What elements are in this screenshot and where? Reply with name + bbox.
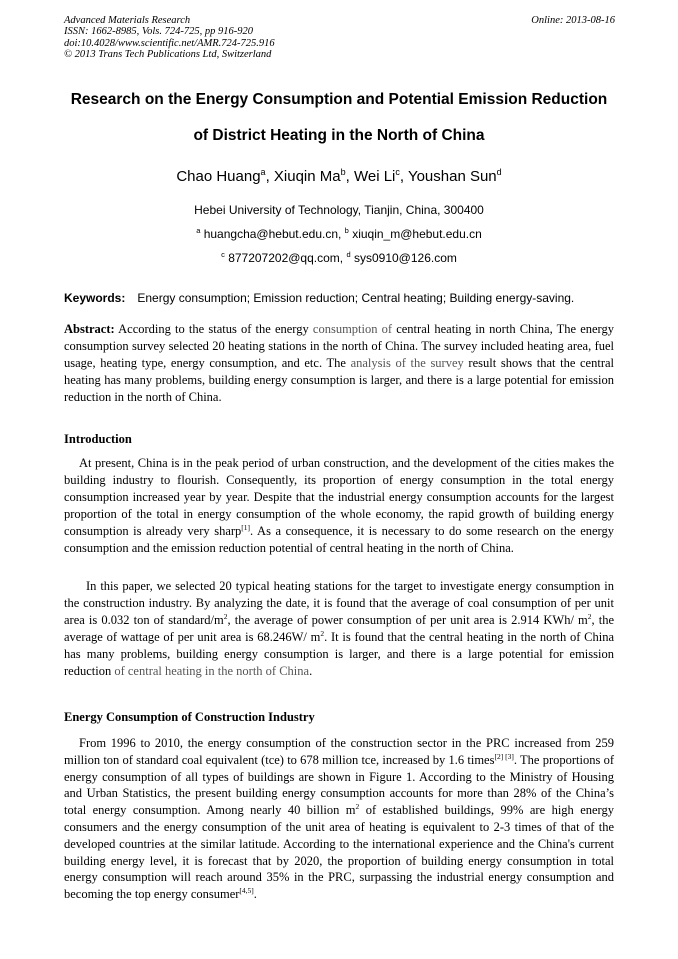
abstract-highlight: consumption of <box>312 322 393 336</box>
author-mark: c <box>395 167 400 177</box>
author-separator: , <box>265 168 274 185</box>
email-b[interactable]: xiuqin_m@hebut.edu.cn <box>352 227 482 241</box>
journal-header <box>64 15 275 60</box>
author-name: Xiuqin Ma <box>273 168 341 185</box>
abstract-text: central heating in north China, The energy consumption survey selected 20 heating stations in the north of China. The survey included heating area, fuel usage, heating type, energy consumption, and etc. The <box>64 322 614 370</box>
email-mark: c <box>221 250 225 259</box>
paragraph-text: , the average of wattage of per unit area is 68.246W/ m <box>64 612 615 644</box>
introduction-paragraph-2 <box>64 578 614 679</box>
paragraph-text: . It is found that the central heating in the north of China has many problems, building energy consumption is larger, and there is a large potential for emission reduction <box>64 629 614 678</box>
paragraph-text: of established buildings, 99% are high energy consumers and the energy consumption of the unit area of heating is equivalent to 2-3 times of that of the developed countries at the similar latitude. According to the international experience and the China's current building energy level, it is forecast that by 2020, the proportion of building energy consumption in total energy consumption will reach around 35% in the PRC, surpassing the industrial energy consumption and becoming the top energy consumer <box>64 803 614 902</box>
energy-section-heading: Energy Consumption of Construction Industry <box>64 710 315 724</box>
citation[interactable]: [2] [3] <box>494 751 514 761</box>
paragraph-text: . <box>309 663 313 678</box>
paper-title-line-2: of District Heating in the North of China <box>193 127 485 144</box>
superscript: 2 <box>320 628 325 638</box>
author-separator: , <box>399 168 408 185</box>
citation[interactable]: [1] <box>241 522 251 532</box>
email-mark: d <box>346 250 351 259</box>
email-d[interactable]: sys0910@126.com <box>353 251 457 265</box>
doi-line: doi:10.4028/www.scientific.net/AMR.724-725.916 <box>64 37 275 49</box>
email-mark: b <box>344 226 349 235</box>
keywords <box>64 291 616 306</box>
email-line-1 <box>40 227 638 242</box>
citation[interactable]: [4,5] <box>239 886 254 896</box>
author-name: Chao Huang <box>176 168 261 185</box>
author-mark: a <box>260 167 266 177</box>
paragraph-text: . As a consequence, it is necessary to do some research on the energy consumption and the emission reduction potential of central heating in the north of China. <box>64 523 614 555</box>
copyright-line: © 2013 Trans Tech Publications Ltd, Switzerland <box>64 48 272 60</box>
issn-line: ISSN: 1662-8985, Vols. 724-725, pp 916-920 <box>64 26 253 38</box>
paper-title-line-1: Research on the Energy Consumption and Potential Emission Reduction <box>70 91 608 108</box>
superscript: 2 <box>355 802 360 812</box>
introduction-paragraph-1 <box>64 455 614 556</box>
online-date: Online: 2013-08-16 <box>531 15 615 26</box>
abstract-highlight: analysis of the survey <box>350 355 464 370</box>
introduction-heading: Introduction <box>64 432 132 446</box>
author-mark: b <box>340 167 346 177</box>
author-mark: d <box>496 167 502 177</box>
paragraph-text: . The proportions of energy consumption of all types of buildings are shown in Figure 1. According to the Ministry of Housing and Urban Statistics, the present building energy consumption accounts for more than 28% of the China’s total energy consumption. Among nearly 40 billion m <box>64 752 614 818</box>
superscript: 2 <box>223 611 228 621</box>
superscript: 2 <box>587 611 592 621</box>
paragraph-text: At present, China is in the peak period of urban construction, and the development of the cities makes the building industry to flourish. Consequently, its proportion of energy consumption in the total energy consumption increased year by year. Despite that the industrial energy consumption accounts for the largest proportion of the total in energy consumption of the whole economy, the rapid growth of building energy consumption is already very sharp <box>64 456 614 538</box>
affiliation: Hebei University of Technology, Tianjin, China, 300400 <box>194 203 484 217</box>
author-list <box>40 167 638 187</box>
paragraph-text: In this paper, we selected 20 typical heating stations for the target to investigate energy consumption in the construction industry. By analyzing the date, it is found that the average of coal consumption of per unit area is 0.032 ton of standard/m <box>64 579 614 627</box>
author-separator: , <box>345 168 354 185</box>
email-mark: a <box>196 226 201 235</box>
journal-name: Advanced Materials Research <box>64 15 191 26</box>
paragraph-text: From 1996 to 2010, the energy consumption of the construction sector in the PRC increased from 259 million ton of standard coal equivalent (tce) to 678 million tce, increased by 1.6 times <box>64 736 614 767</box>
abstract-text: According to the status of the energy <box>114 322 313 336</box>
paragraph-text: , the average of power consumption of per unit area is 2.914 KWh/ m <box>227 612 588 627</box>
energy-paragraph-1 <box>64 735 614 903</box>
paragraph-highlight: of central heating in the north of China <box>114 663 310 678</box>
email-line-2 <box>40 251 638 266</box>
author-name: Wei Li <box>353 168 396 185</box>
keywords-text: Energy consumption; Emission reduction; Central heating; Building energy-saving. <box>137 291 575 305</box>
abstract-text: result shows that the central heating has many problems, building energy consumption is larger, and there is a large potential for emission reduction in the north of China. <box>64 355 615 404</box>
email-a[interactable]: huangcha@hebut.edu.cn, <box>203 227 342 241</box>
keywords-label: Keywords: <box>64 291 126 305</box>
email-c[interactable]: 877207202@qq.com, <box>228 251 344 265</box>
paragraph-text: . <box>253 887 257 902</box>
abstract-label: Abstract: <box>64 322 115 336</box>
author-name: Youshan Sun <box>407 168 497 185</box>
abstract <box>64 321 614 406</box>
